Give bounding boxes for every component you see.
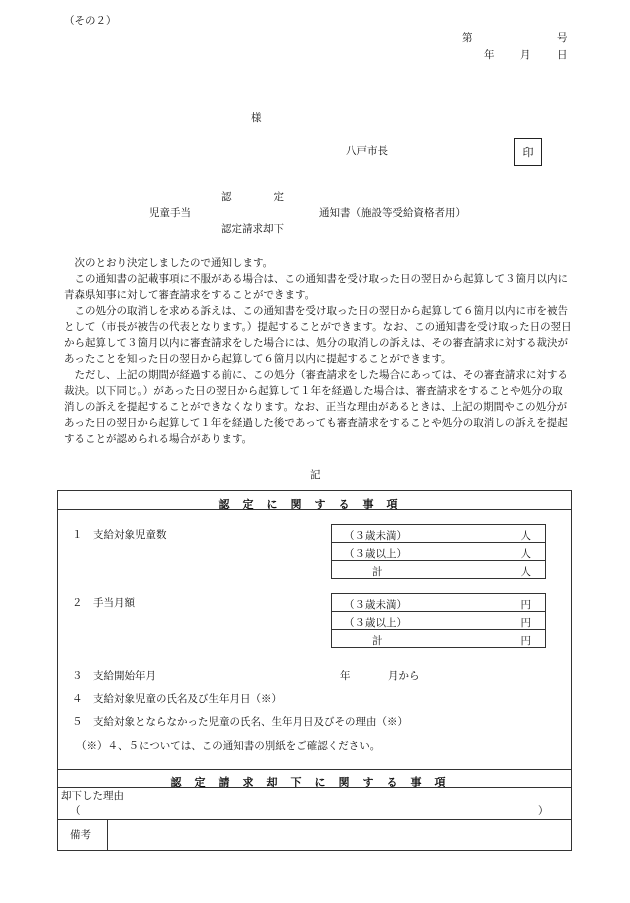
date-month-label: 月 (520, 49, 531, 61)
issue-no-suffix: 号 (557, 32, 568, 44)
form-number: （その２） (64, 15, 117, 27)
paragraph: この通知書の記載事項に不服がある場合は、この通知書を受け取った日の翌日から起算して３箇月以内に青森県知事に対して審査請求をすることができます。 (64, 273, 568, 301)
amount-row-under3: （３歳未満） 円 (332, 594, 545, 612)
date-day-label: 日 (557, 49, 568, 61)
remarks-label: 備考 (70, 829, 91, 841)
remarks-row (58, 819, 571, 850)
seal-box: 印 (514, 138, 542, 166)
item5-label: ５ 支給対象とならなかった児童の氏名、生年月日及びその理由（※） (72, 716, 408, 728)
amount-row-over3: （３歳以上） 円 (332, 612, 545, 630)
item3-month-from: 月から (388, 670, 420, 682)
ki-label: 記 (310, 469, 321, 481)
children-count-table (331, 524, 546, 579)
date-year-label: 年 (484, 49, 495, 61)
paragraph: この処分の取消しを求める訴えは、この通知書を受け取った日の翌日から起算して６箇月以内に市を被告として（市長が被告の代表となります。）提起することができます。なお、この通知書を受け取った日の翌日から起算して３箇月以内に審査請求をした場合には、処分の取消しの訴えは、その審査請求に対する裁決があったことを知った日の翌日から起算して６箇月以内に提起することができます。 (64, 305, 572, 365)
amount-row-total: 計 円 (372, 635, 531, 647)
reason-close-paren: ） (538, 805, 549, 817)
item3-label: ３ 支給開始年月 (72, 670, 156, 682)
details-frame (57, 490, 572, 851)
addressee-honorific: 様 (251, 112, 262, 124)
issue-no-prefix: 第 (462, 32, 473, 44)
item4-label: ４ 支給対象児童の氏名及び生年月日（※） (72, 693, 282, 705)
notice-body (64, 255, 572, 447)
children-row-under3: （３歳未満） 人 (332, 525, 545, 543)
amount-table (331, 593, 546, 648)
children-row-over3: （３歳以上） 人 (332, 543, 545, 561)
section2-heading: 認定請求却下に関する事項 (170, 776, 459, 789)
reason-open-paren: （ (70, 805, 81, 817)
title-suffix: 通知書（施設等受給資格者用） (319, 207, 466, 219)
paragraph: ただし、上記の期間が経過する前に、この処分（審査請求をした場合にあっては、その審査請求に対する裁決。以下同じ。）があった日の翌日から起算して１年を経過した場合は、審査請求をすることや処分の取消しの訴えを提起することができなくなります。なお、正当な理由があるときは、上記の期間やこの処分があった日の翌日から起算して１年を経過した後であっても審査請求をすることや処分の取消しの訴えを提起することが認められる場合があります。 (64, 369, 568, 445)
item1-label: １ 支給対象児童数 (72, 529, 167, 541)
note-text: （※）４、５については、この通知書の別紙をご確認ください。 (76, 740, 381, 752)
paragraph: 次のとおり決定しましたので通知します。 (74, 257, 274, 269)
reason-label: 却下した理由 (61, 790, 124, 802)
children-row-total: 計 人 (372, 566, 531, 578)
title-prefix: 児童手当 (149, 207, 191, 219)
item2-label: ２ 手当月額 (72, 597, 135, 609)
title-kyakka: 認定請求却下 (221, 223, 284, 235)
section1-heading: 認定に関する事項 (218, 498, 411, 511)
item3-year: 年 (340, 670, 351, 682)
title-nintei: 認 定 (221, 191, 284, 203)
issuer-name: 八戸市長 (346, 145, 388, 157)
